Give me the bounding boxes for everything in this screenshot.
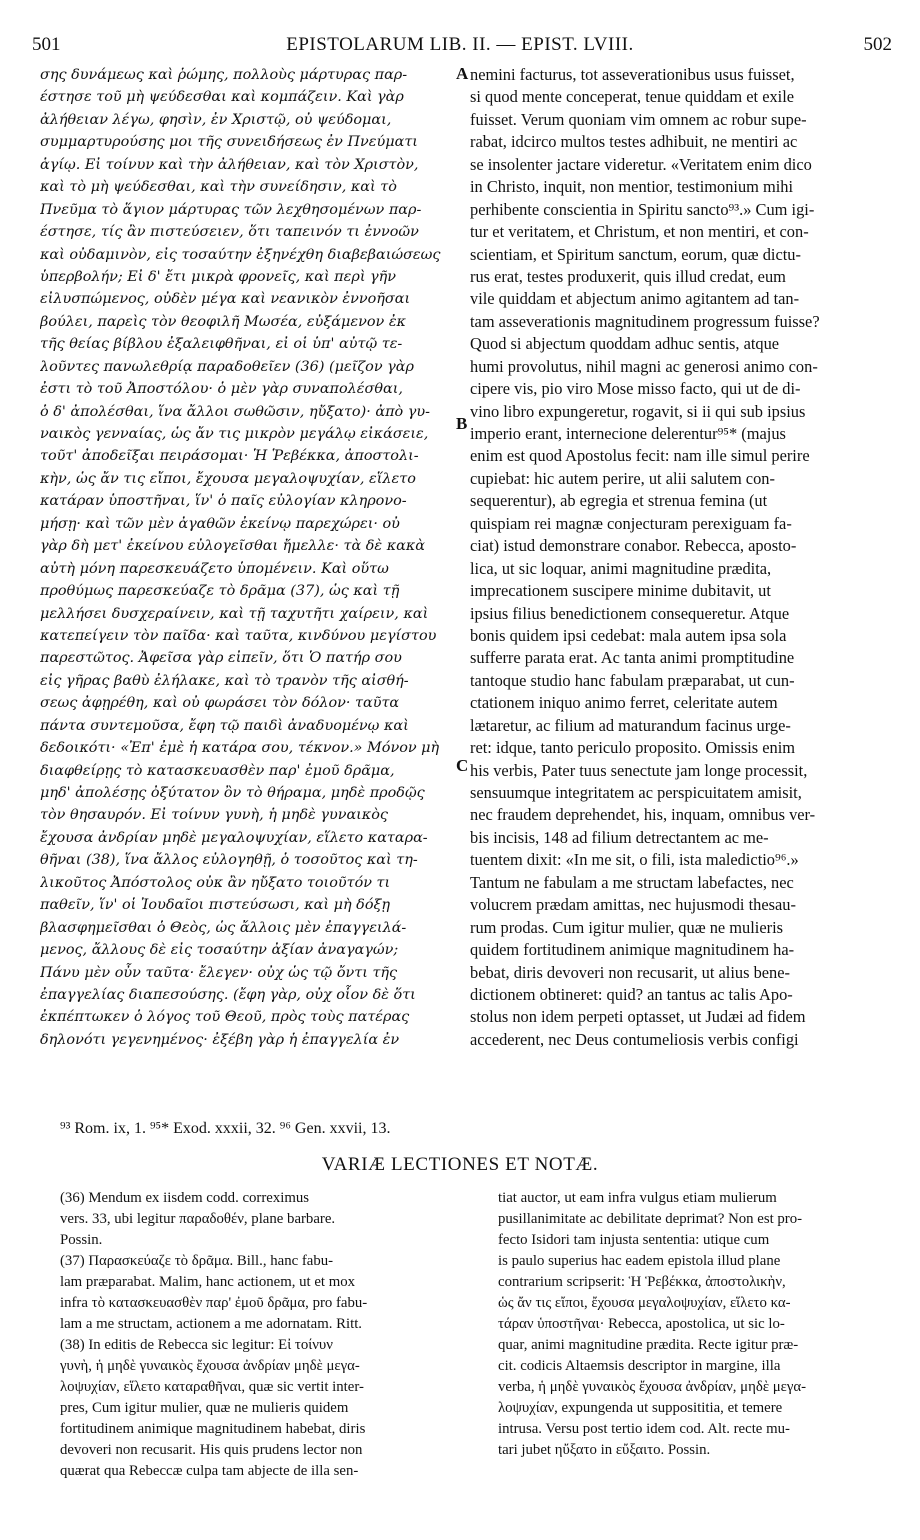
latin-text-line: imprecationem suscipere minime dubitavit, ut [470, 581, 771, 601]
latin-text-line: tuentem dixit: «In me sit, o fili, ista maledictio⁹⁶.» [470, 850, 799, 870]
note-line: fortitudinem animique magnitudinem habebat, diris [60, 1421, 366, 1437]
notes-right-column [498, 1188, 886, 1518]
latin-text-line: rus erat, testes produxerit, quis illud credat, eum [470, 266, 786, 286]
greek-text-line: καὶ τὸ μὴ ψεύδεσθαι, καὶ τὴν συνείδησιν, καὶ τὸ [40, 179, 397, 196]
latin-text-line: enim est quod Apostolus fecit: nam ille simul perire [470, 446, 810, 466]
note-line: is paulo superius hac eadem epistola illud plane [498, 1253, 781, 1269]
note-line: tari jubet ηὔξατο in εὔξαιτο. Possin. [498, 1442, 711, 1458]
note-line: quar, animi magnitudine prædita. Recte igitur præ- [498, 1337, 799, 1353]
note-line: fecto Isidori tam injusta sententia: utique cum [498, 1232, 770, 1248]
greek-text-line: κατεπείγειν τὸν παῖδα· καὶ ταῦτα, κινδύνου μεγίστου [40, 627, 437, 644]
latin-text-line: imperio erant, internecione delerentur⁹⁵* (majus [470, 424, 786, 443]
margin-marker-b: B [456, 414, 468, 433]
latin-text-line: stolus non idem perpeti optasset, ut Judæi ad fidem [470, 1007, 806, 1027]
greek-text-line: δεδοικότι· «Ἐπ' ἐμὲ ἡ κατάρα σου, τέκνον.» Μόνον μὴ [40, 740, 440, 757]
note-line: Possin. [60, 1232, 103, 1248]
note-line: intrusa. Versu post tertio idem cod. Alt. recte mu- [498, 1421, 790, 1437]
greek-text-line: σης δυνάμεως καὶ ῥώμης, πολλοὺς μάρτυρας παρ- [40, 67, 408, 83]
latin-text-line: ctationem iniquo animo ferret, celeritate autem [470, 693, 778, 713]
greek-text-line: διαφθείρῃς τὸ κατασκευασθὲν παρ' ἐμοῦ δρᾶμα, [40, 762, 395, 779]
latin-text-line: sequerentur), ab egregia et strenua femina (ut [470, 491, 768, 511]
greek-text-line: Πάνυ μὲν οὖν ταῦτα· ἔλεγεν· οὐχ ὡς τῷ ὄντι τῆς [40, 964, 398, 981]
note-line: (37) Παρασκεύαζε τὸ δρᾶμα. Bill., hanc fabu- [60, 1253, 334, 1269]
latin-text-line: rum prodas. Cum igitur mulier, quæ ne mulieris [470, 917, 784, 937]
latin-text-line: Tantum ne fabulam a me structam labefactes, nec [470, 872, 794, 892]
note-line: contrarium scripserit: Ἡ Ῥεβέκκα, ἀποστολικὴν, [498, 1274, 786, 1290]
latin-text-line: sufferre parata erat. Ac tanta animi promptitudine [470, 648, 795, 668]
latin-text-line: cipere vis, pio viro Mose misso facto, qui ut de di- [470, 379, 801, 399]
greek-text-line: παρεστῶτος. Ἀφεῖσα γὰρ εἰπεῖν, ὅτι Ὁ πατήρ σου [40, 650, 402, 667]
greek-text-line: Πνεῦμα τὸ ἅγιον μάρτυρας τῶν λεχθησομένων παρ- [40, 201, 422, 218]
greek-text-line: τὸν θησαυρόν. Εἰ τοίνυν γυνὴ, ἡ μηδὲ γυναικὸς [40, 807, 388, 824]
running-title: EPISTOLARUM LIB. II. — EPIST. LVIII. [286, 34, 634, 55]
note-line: λοψυχίαν, εἵλετο καταραθῆναι, quæ sic vertit inter- [60, 1379, 364, 1395]
greek-text-line: βλασφημεῖσθαι ὁ Θεὸς, ὡς ἄλλοις μὲν ἐπαγγειλά- [40, 919, 407, 936]
latin-text-line: lætaretur, ac filium ad maturandum facinus urge- [470, 715, 791, 735]
greek-text-line: κατάραν ὑποστῆναι, ἵν' ὁ παῖς εὐλογίαν κληρονο- [40, 493, 407, 510]
greek-text-line: λοῦντες πανωλεθρίᾳ παραδοθεῖεν (36) (μεῖζον γὰρ [40, 358, 414, 375]
greek-text-line: ἐπαγγελίας διαπεσούσης. (ἔφη γὰρ, οὐχ οἷον δὲ ὅτι [40, 986, 416, 1003]
greek-text-line: μηδ' ἀπολέσῃς ὀξύτατον ὂν τὸ θήραμα, μηδὲ προδῷς [40, 785, 425, 801]
latin-text-line: scientiam, et Spiritum sanctum, eorum, quæ dictu- [470, 244, 801, 264]
greek-text-line: μήσῃ· καὶ τῶν μὲν ἀγαθῶν ἐκείνῳ παρεχώρει· οὐ [40, 515, 400, 532]
greek-text-line: ἁγίῳ. Εἰ τοίνυν καὶ τὴν ἀλήθειαν, καὶ τὸν Χριστὸν, [40, 156, 419, 173]
note-line: infra τὸ κατασκευασθὲν παρ' ἐμοῦ δρᾶμα, pro fabu- [60, 1295, 368, 1311]
latin-text-line: tur et veritatem, et Christum, et non mentiri, et con- [470, 222, 809, 242]
latin-text-line: si quod mente conceperat, tenue quiddam et exile [470, 87, 795, 107]
greek-text-line: τῆς θείας βίβλου ἐξαλειφθῆναι, εἰ οἱ ὑπ' αὐτῷ τε- [40, 336, 403, 353]
note-line: vers. 33, ubi legitur παραδοθέν, plane barbare. [60, 1211, 336, 1227]
greek-text-line: μενος, ἄλλους δὲ εἰς τοσαύτην ἀξίαν ἀναγαγών; [40, 942, 399, 959]
latin-text-line: nec fraudem deprehendet, his, inquam, omnibus ver- [470, 805, 816, 825]
latin-text-line: Quod si abjectum quoddam adhuc sentis, atque [470, 334, 780, 354]
latin-text-line: accederent, nec Deus contumeliosis verbis configi [470, 1029, 799, 1049]
latin-text-line: his verbis, Pater tuus senectute jam longe processit, [470, 760, 808, 780]
greek-text-column [40, 64, 456, 1112]
margin-marker-a: A [456, 64, 469, 83]
latin-text-line: in Christo, inquit, non mentior, testimonium mihi [470, 177, 794, 197]
greek-text-line: βούλει, παρεὶς τὸν θεοφιλῆ Μωσέα, εὐξάμενον ἐκ [40, 313, 406, 330]
note-line: τάραν ὑποστῆναι· Rebecca, apostolica, ut sic lo- [498, 1316, 785, 1332]
latin-text-line: bonis quidem ipsi cedebat: mala autem ipsa sola [470, 625, 787, 645]
running-header [20, 28, 900, 58]
greek-text-line: δηλονότι γεγενημένος· ἐξέβη γὰρ ἡ ἐπαγγελία ἐν [40, 1031, 400, 1048]
page-number-right: 502 [863, 34, 892, 55]
latin-text-column [470, 64, 882, 1112]
note-line: pres, Cum igitur mulier, quæ ne mulieris quidem [60, 1400, 349, 1416]
latin-text-line: rabat, idcirco multos testes adhibuit, ne mentiri ac [470, 132, 798, 152]
note-line: (38) In editis de Rebecca sic legitur: Εἰ τοίνυν [60, 1337, 333, 1353]
latin-text-line: cupiebat: hic autem perire, ut alii salutem con- [470, 468, 775, 488]
greek-text-line: θῆναι (38), ἵνα ἄλλος εὐλογηθῇ, ὁ τοσοῦτος καὶ τη- [40, 852, 418, 869]
greek-text-line: γὰρ δὴ μετ' ἐκείνου εὐλογεῖσθαι ἤμελλε· τὰ δὲ κακὰ [40, 538, 426, 555]
latin-text-line: vile quiddam et abjectum animo agitantem ad tan- [470, 289, 800, 309]
latin-text-line: bebat, diris devoveri non recusarit, ut alius bene- [470, 962, 790, 982]
greek-text-line: έστησε, τίς ἂν πιστεύσειεν, ὅτι ταπεινόν τι ἐννοῶν [40, 224, 419, 241]
greek-text-line: προθύμως παρεσκεύαζε τὸ δρᾶμα (37), ὡς καὶ τῇ [40, 583, 400, 600]
latin-text-line: dictionem obtineret: quid? an tantus ac talis Apo- [470, 984, 793, 1004]
greek-text-line: αὐτὴ μόνη παρεσκευάζετο ὑπομένειν. Καὶ οὕτω [40, 560, 389, 577]
greek-text-line: συμμαρτυρούσης μοι τῆς συνειδήσεως ἐν Πνεύματι [40, 134, 418, 151]
greek-text-line: παθεῖν, ἵν' οἱ Ἰουδαῖοι πιστεύσωσι, καὶ μὴ δόξῃ [40, 897, 391, 914]
note-line: lam præparabat. Malim, hanc actionem, ut et mox [60, 1274, 356, 1290]
latin-text-line: volucrem prædam amittas, nec hujusmodi thesau- [470, 895, 796, 915]
notes-left-column [60, 1188, 468, 1518]
latin-text-line: ciat) istud demonstrare conabor. Rebecca, aposto- [470, 536, 797, 556]
note-line: verba, ἡ μηδὲ γυναικὸς ἔχουσα ἀνδρίαν, μηδὲ μεγα- [498, 1379, 807, 1395]
latin-text-line: fuisset. Verum quoniam vim omnem ac robur supe- [470, 109, 807, 129]
note-line: tiat auctor, ut eam infra vulgus etiam mulierum [498, 1190, 777, 1206]
greek-text-line: μελλήσει δυσχεραίνειν, καὶ τῇ ταχυτῆτι χαίρειν, καὶ [40, 605, 429, 622]
latin-text-line: nemini facturus, tot asseverationibus usus fuisset, [470, 65, 795, 84]
greek-text-line: καὶ οὐδαμινὸν, εἰς τοσαύτην ἐξηνέχθη διαβεβαιώσεως [40, 246, 441, 263]
greek-text-line: ἔχουσα ἀνδρίαν μηδὲ μεγαλοψυχίαν, εἵλετο καταρα- [40, 829, 428, 846]
latin-text-line: ret: idque, tanto periculo proposito. Omissis enim [470, 738, 796, 758]
latin-text-line: bis incisis, 148 ad filium detrectantem ac me- [470, 827, 769, 847]
greek-text-line: πάντα συντεμοῦσα, ἔφη τῷ παιδὶ ἀναδυομένῳ καὶ [40, 717, 409, 734]
greek-text-line: ἐκπέπτωκεν ὁ λόγος τοῦ Θεοῦ, πρὸς τοὺς πατέρας [40, 1009, 410, 1026]
latin-text-line: tam asseverationis magnitudinem progressum fuisse? [470, 311, 820, 331]
greek-text-line: ὁ δ' ἀπολέσθαι, ἵνα ἄλλοι σωθῶσιν, ηὔξατο)· ἀπὸ γυ- [40, 403, 430, 420]
latin-text-line: humi provolutus, nihil magni ac generosi animo con- [470, 356, 818, 376]
note-line: cit. codicis Altaemsis descriptor in margine, illa [498, 1358, 781, 1374]
latin-text-line: vino libro expungeretur, rogavit, si ii qui sub ipsius [470, 401, 806, 421]
note-line: devoveri non recusarit. His quis prudens lector non [60, 1442, 363, 1458]
greek-text-line: εἰλυσπώμενος, οὐδὲν μέγα καὶ νεανικὸν ἐννοῆσαι [40, 291, 411, 308]
note-line: γυνὴ, ἡ μηδὲ γυναικὸς ἔχουσα ἀνδρίαν μηδὲ μεγα- [60, 1358, 360, 1374]
latin-text-line: sensuumque integritatem ac perspicuitatem amisit, [470, 783, 802, 802]
greek-text-line: ἀλήθειαν λέγω, φησὶν, ἐν Χριστῷ, οὐ ψεύδομαι, [40, 111, 392, 128]
latin-text-line: tantoque studio hanc fabulam præparabat, ut cun- [470, 670, 795, 690]
greek-text-line: σεως ἀφῃρέθη, καὶ οὐ φωράσει τὸν δόλον· ταῦτα [40, 695, 400, 712]
latin-text-line: ipsius filius benedictionem consequeretur. Atque [470, 603, 790, 623]
note-line: lam a me structam, actionem a me adornatam. Ritt. [60, 1316, 362, 1332]
note-line: (36) Mendum ex iisdem codd. correximus [60, 1190, 310, 1206]
page-number-left: 501 [32, 34, 61, 55]
note-line: λοψυχίαν, expungenda ut supposititia, et temere [498, 1400, 783, 1416]
margin-marker-c: C [456, 756, 469, 775]
notes-section-title: VARIÆ LECTIONES ET NOTÆ. [321, 1154, 599, 1175]
latin-text-line: perhibente conscientia in Spiritu sancto⁹³.» Cum igi- [470, 199, 815, 219]
latin-text-line: se insolenter jactare videretur. «Veritatem enim dico [470, 154, 812, 174]
greek-text-line: κὴν, ὡς ἄν τις εἴποι, ἔχουσα μεγαλοψυχίαν, εἵλετο [40, 470, 416, 487]
greek-text-line: ἐστι τὸ τοῦ Ἀποστόλου· ὁ μὲν γὰρ συναπολέσθαι, [40, 381, 403, 398]
note-line: quærat qua Rebeccæ culpa tam abjecte de illa sen- [60, 1463, 359, 1479]
latin-text-line: quidem fortitudinem animique magnitudinem ha- [470, 940, 795, 960]
latin-text-line: quispiam rei magnæ conjecturam perexiguam fa- [470, 513, 792, 533]
greek-text-line: έστησε τοῦ μὴ ψεύδεσθαι καὶ κομπάζειν. Καὶ γὰρ [40, 89, 404, 106]
scripture-footnotes: ⁹³ Rom. ix, 1. ⁹⁵* Exod. xxxii, 32. ⁹⁶ Gen. xxvii, 13. [60, 1120, 391, 1137]
greek-text-line: λικοῦτος Ἀπόστολος οὐκ ἂν ηὔξατο τοιοῦτόν τι [40, 874, 391, 891]
note-line: ὡς ἄν τις εἴποι, ἔχουσα μεγαλοψυχίαν, εἵλετο κα- [498, 1295, 791, 1311]
note-line: pusillanimitate ac debilitate deprimat? Non est pro- [498, 1211, 803, 1227]
greek-text-line: ναικὸς γενναίας, ὡς ἄν τις μικρὸν μεγάλῳ εἰκάσειε, [40, 426, 429, 442]
latin-text-line: lica, ut sic loquar, animi magnitudine prædita, [470, 558, 772, 578]
greek-text-line: τοῦτ' ἀποδεῖξαι πειράσομαι· Ἡ Ῥεβέκκα, ἀποστολι- [40, 448, 419, 465]
greek-text-line: εἰς γῆρας βαθὺ ἐλήλακε, καὶ τὸ τρανὸν τῆς αἰσθή- [40, 672, 409, 689]
greek-text-line: ὑπερβολήν; Εἰ δ' ἔτι μικρὰ φρονεῖς, καὶ περὶ γῆν [40, 268, 397, 285]
